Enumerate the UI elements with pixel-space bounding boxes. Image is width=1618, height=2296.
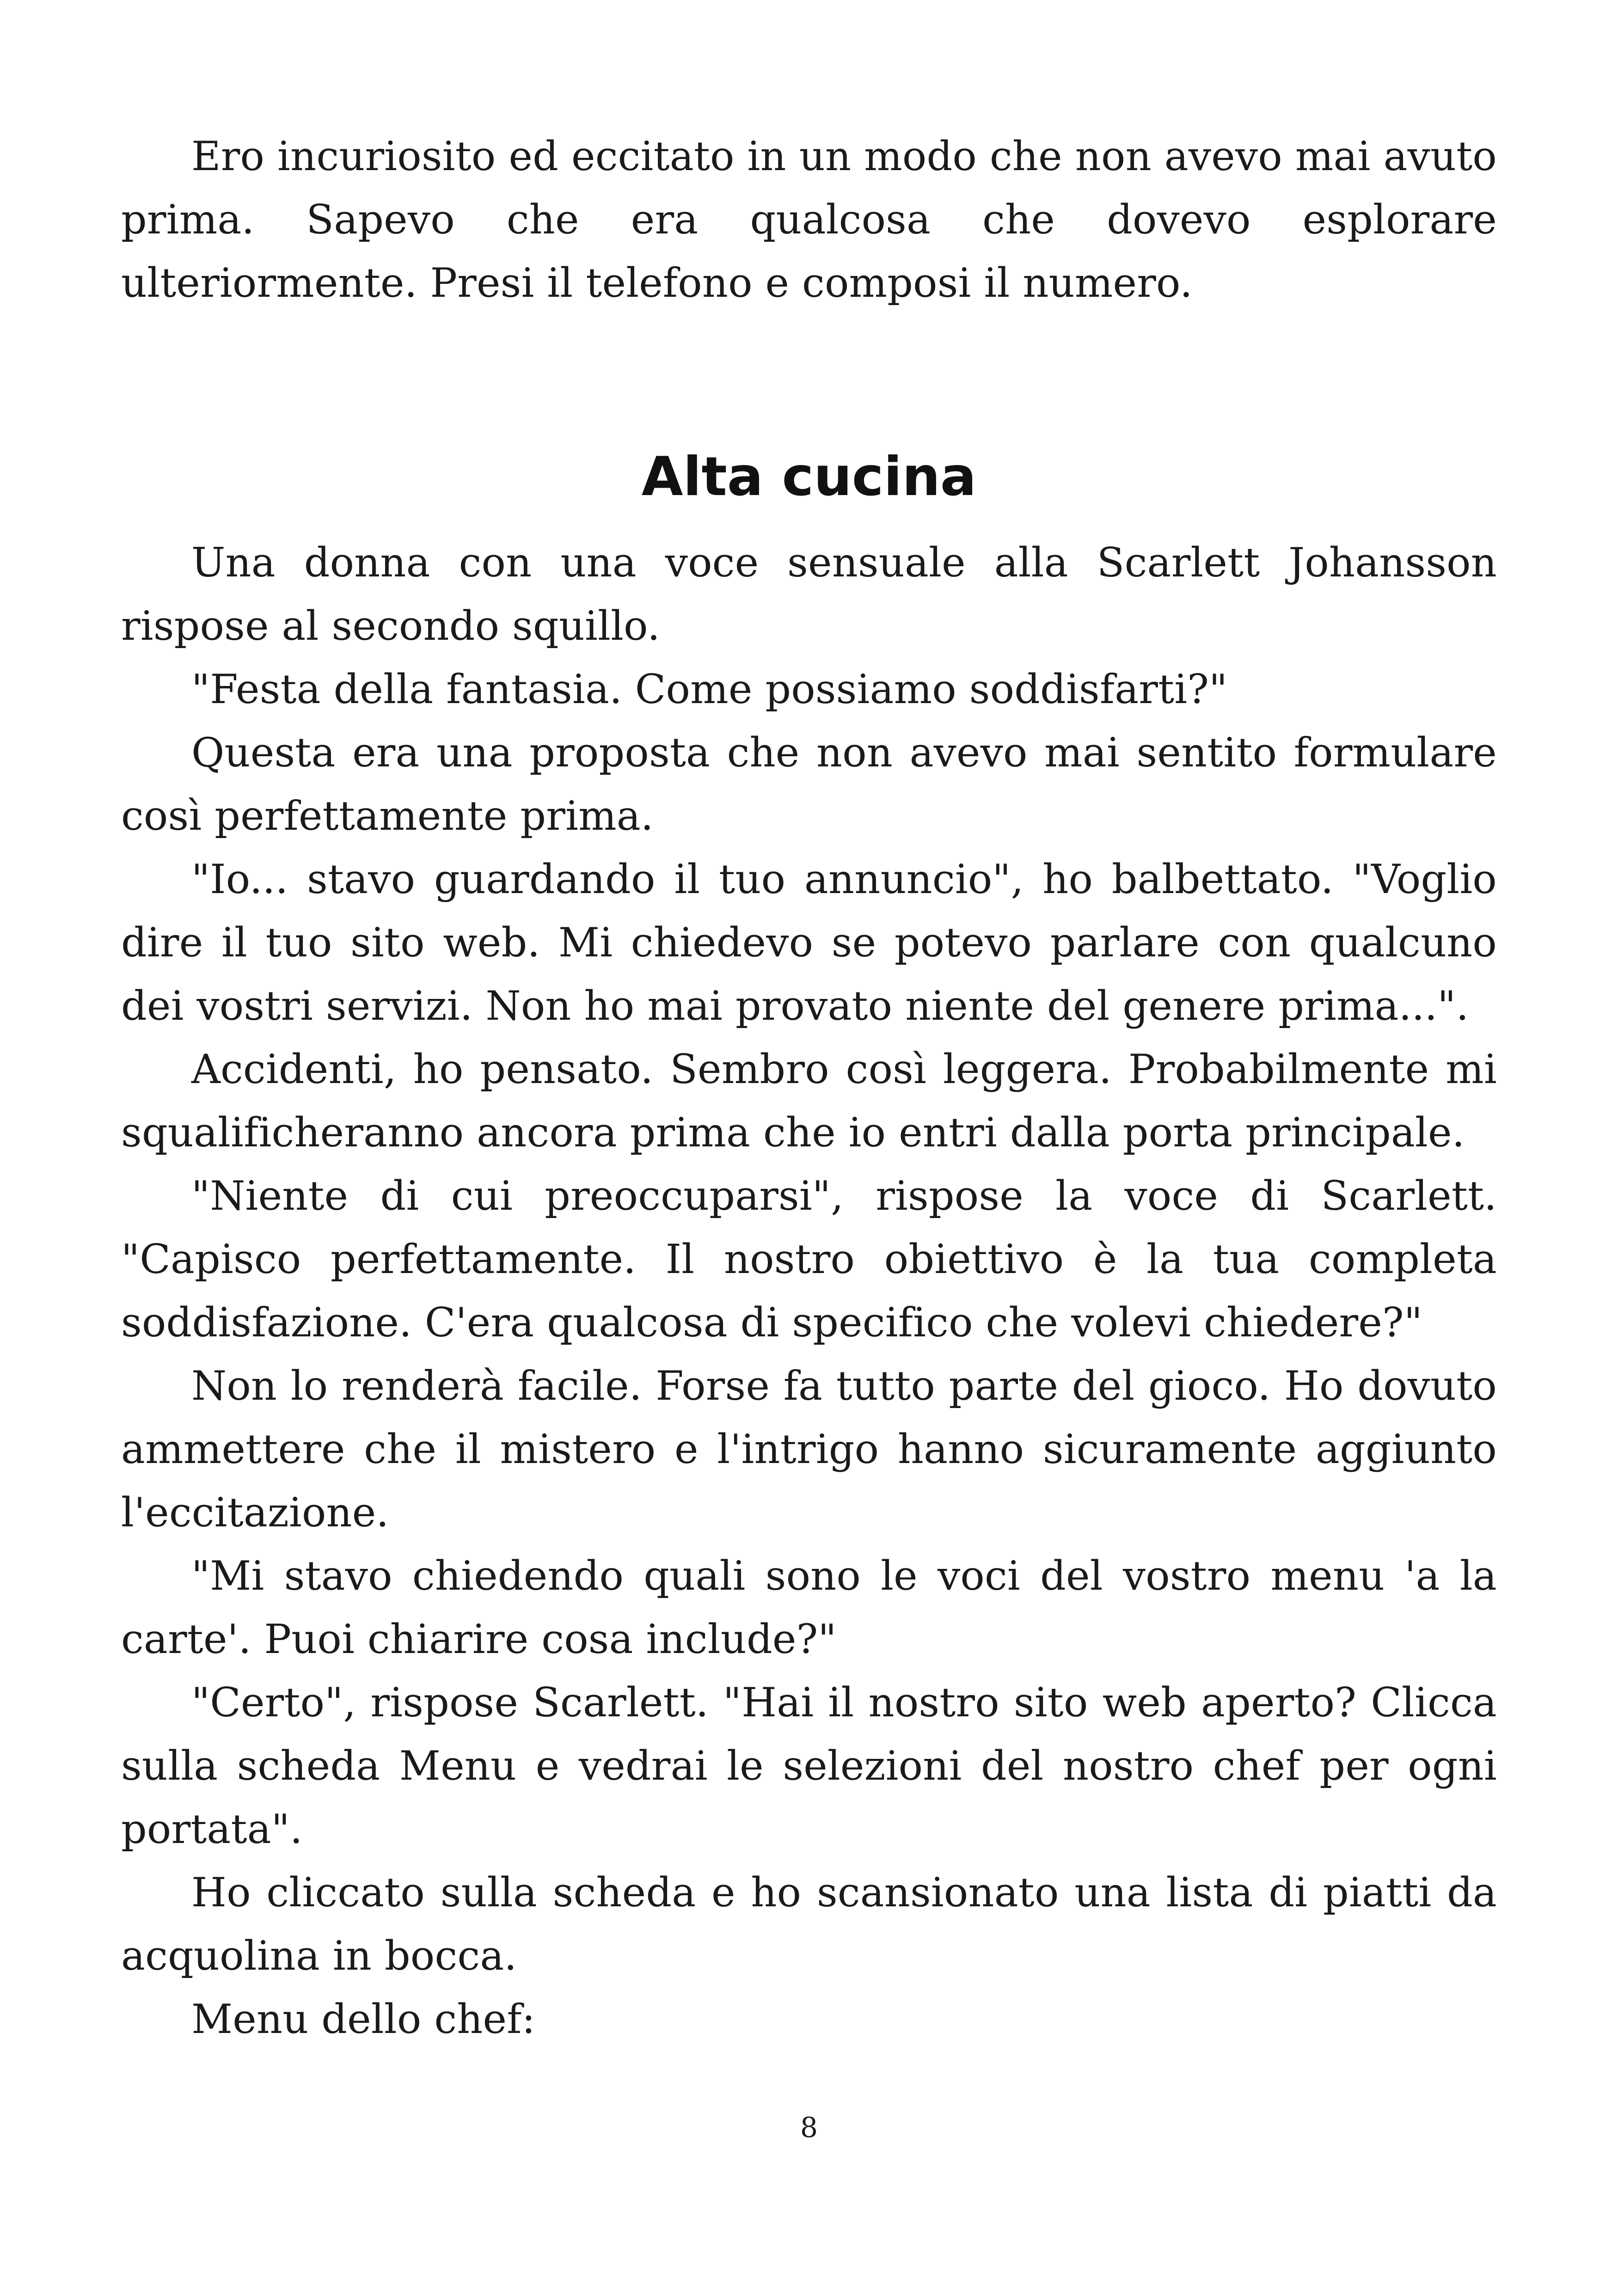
paragraph: "Io... stavo guardando il tuo annuncio", ho balbettato. "Voglio dire il tuo sito web. Mi chiedevo se potevo parlare con qualcuno dei vostri servizi. Non ho mai provato niente del genere prima...". xyxy=(121,856,1497,1029)
paragraph: Questa era una proposta che non avevo mai sentito formulare così perfettamente prima. xyxy=(121,729,1497,839)
chapter-title: Alta cucina xyxy=(641,446,977,508)
paragraph: Una donna con una voce sensuale alla Scarlett Johansson rispose al secondo squillo. xyxy=(121,539,1497,649)
paragraph: "Mi stavo chiedendo quali sono le voci del vostro menu 'a la carte'. Puoi chiarire cosa include?" xyxy=(121,1552,1497,1663)
paragraph: "Festa della fantasia. Come possiamo soddisfarti?" xyxy=(191,666,1228,713)
paragraph: Non lo renderà facile. Forse fa tutto parte del gioco. Ho dovuto ammettere che il mistero e l'intrigo hanno sicuramente aggiunto l'eccitazione. xyxy=(121,1362,1497,1536)
paragraph: Accidenti, ho pensato. Sembro così leggera. Probabilmente mi squalificheranno ancora prima che io entri dalla porta principale. xyxy=(121,1046,1497,1156)
intro-paragraph: Ero incuriosito ed eccitato in un modo che non avevo mai avuto prima. Sapevo che era qualcosa che dovevo esplorare ulteriormente. Presi il telefono e composi il numero. xyxy=(121,133,1497,306)
paragraph: "Certo", rispose Scarlett. "Hai il nostro sito web aperto? Clicca sulla scheda Menu e vedrai le selezioni del nostro chef per ogni portata". xyxy=(121,1679,1497,1853)
paragraph: Menu dello chef: xyxy=(191,1996,536,2043)
page-body xyxy=(121,125,1497,2051)
page-number: 8 xyxy=(800,2112,818,2144)
paragraph: "Niente di cui preoccuparsi", rispose la voce di Scarlett. "Capisco perfettamente. Il nostro obiettivo è la tua completa soddisfazione. C'era qualcosa di specifico che volevi chiedere?" xyxy=(121,1172,1497,1346)
paragraph: Ho cliccato sulla scheda e ho scansionato una lista di piatti da acquolina in bocca. xyxy=(121,1869,1497,1979)
